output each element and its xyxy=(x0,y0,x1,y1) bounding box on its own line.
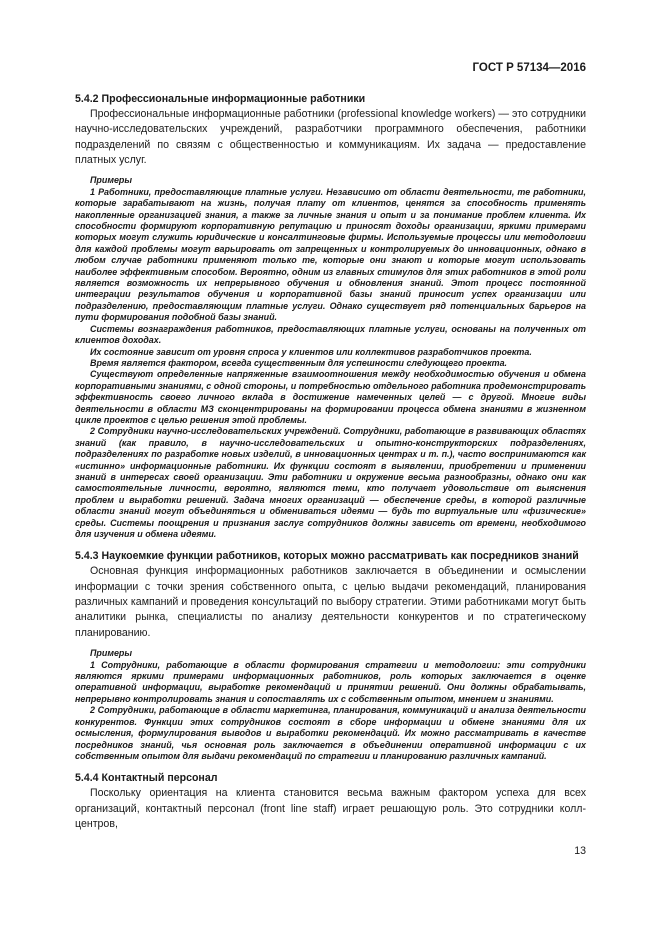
example-paragraph: 1 Сотрудники, работающие в области формирования стратегии и методологии: эти сотрудники являются яркими примерами информационных работников, роль которых заключается в оценке оперативной информации, выработке рекомендаций и принятии решений. Они должны обрабатывать, непрерывно контролировать знания и сопоставлять их с собственным опытом, мнением и знаниями. xyxy=(75,659,586,704)
example-paragraph: Время является фактором, всегда существенным для успешности следующего проекта. xyxy=(90,357,508,368)
section-paragraph: Основная функция информационных работников заключается в объединении и осмыслении информации с точки зрения собственного опыта, с целью выдачи рекомендаций, планирования различных кампаний и проведения консультаций по выбору стратегии. Этими работниками могут быть аналитики рынка, специалисты по анализу деятельности конкурентов и по стратегическому планированию. xyxy=(75,565,586,639)
section-paragraph: Профессиональные информационные работники (professional knowledge workers) — это сотрудники научно-исследовательских учреждений, разработчики программного обеспечения, работники подразделений по связям с общественностью и коммуникациям. Их задача — предоставление платных услуг. xyxy=(75,107,586,167)
example-paragraph: Системы вознаграждения работников, предоставляющих платные услуги, основаны на полученных от клиентов доходах. xyxy=(75,323,586,346)
example-paragraph: Их состояние зависит от уровня спроса у клиентов или коллективов разработчиков проекта. xyxy=(90,346,532,357)
example-paragraph: 2 Сотрудники, работающие в области маркетинга, планирования, коммуникаций и анализа деятельности конкурентов. Функции этих сотрудников состоят в сборе информации и обмене знаниями для их осмысления, формулирования выводов и выработки рекомендаций. Их можно рассматривать в качестве посредников знаний, чья основная роль заключается в объединении оперативной информации с их собственным опытом для выдачи рекомендаций по стратегии и планированию различных кампаний. xyxy=(75,705,586,761)
section-heading: 5.4.3 Наукоемкие функции работников, которых можно рассматривать как посредников знаний xyxy=(75,550,579,563)
example-paragraph: 2 Сотрудники научно-исследовательских учреждений. Сотрудники, работающие в развивающих областях знаний (как правило, в научно-исследовательских и опытно-конструкторских подразделениях, подразделениях по разработке новых изделий, в инновационных центрах и т. п.), часто воспринимаются как «истинно» информационные работники. Их функции состоят в выявлении, приобретении и применении знаний в интересах своей организации. Эти работники и окружение весьма разнообразны, однако они как самостоятельные личности, вероятно, являются теми, кто получает удовольствие от выяснения проблем и выработки решений. Задача многих организаций — обеспечение среды, в которой различные области знаний могут объединяться и обмениваться идеями — будь то виртуальные или «физические» среды. Системы поощрения и признания заслуг сотрудников должны зависеть от времени, необходимого для изучения и обмена идеями. xyxy=(75,426,586,540)
examples-title: Примеры xyxy=(90,648,133,659)
standard-header: ГОСТ Р 57134—2016 xyxy=(472,62,586,74)
page-number: 13 xyxy=(574,845,586,857)
example-paragraph: Существуют определенные напряженные взаимоотношения между необходимостью обучения и обмена корпоративными знаниями, с одной стороны, и потребностью отдельного работника продемонстрировать эффективность своего личного вклада в достижение намеченных целей — с другой. Многие виды деятельности в области МЗ сконцентрированы на формировании процесса обмена знаниями в жизненном цикле проектов с целью решения этой проблемы. xyxy=(75,369,586,425)
examples-title: Примеры xyxy=(90,175,133,186)
section-heading: 5.4.2 Профессиональные информационные работники xyxy=(75,93,366,105)
section-heading: 5.4.4 Контактный персонал xyxy=(75,772,218,785)
page-content xyxy=(75,93,586,832)
section-paragraph: Поскольку ориентация на клиента становится весьма важным фактором успеха для всех организаций, контактный персонал (front line staff) играет решающую роль. Это сотрудники колл-центров, xyxy=(75,787,586,830)
example-paragraph: 1 Работники, предоставляющие платные услуги. Независимо от области деятельности, те работники, которые зарабатывают на жизнь, получая плату от клиентов, ценятся за способность применять накопленные организацией знания, а также за личные знания и опыт и за понимание проблем клиента. Их способности формируют корпоративную репутацию и приносят доходы организации, яркими примерами которых могут служить юридические и консалтинговые фирмы. Используемые процессы или методологии для каждой проблемы могут варьировать от запрещенных и контролируемых до инновационных, однако в любом случае работники применяют только те, которые они знают и которые могут использовать наиболее эффективным способом. Вероятно, одним из главных стимулов для этих работников в этой роли является возможность их непрерывного обучения и обновления знаний. Этот процесс постоянной интеграции результатов обучения и корпоративной базы знаний приносит успех организации или подразделению, предоставляющим платные услуги. Однако существует ряд потенциальных барьеров на пути формирования подобной базы знаний. xyxy=(75,186,586,323)
